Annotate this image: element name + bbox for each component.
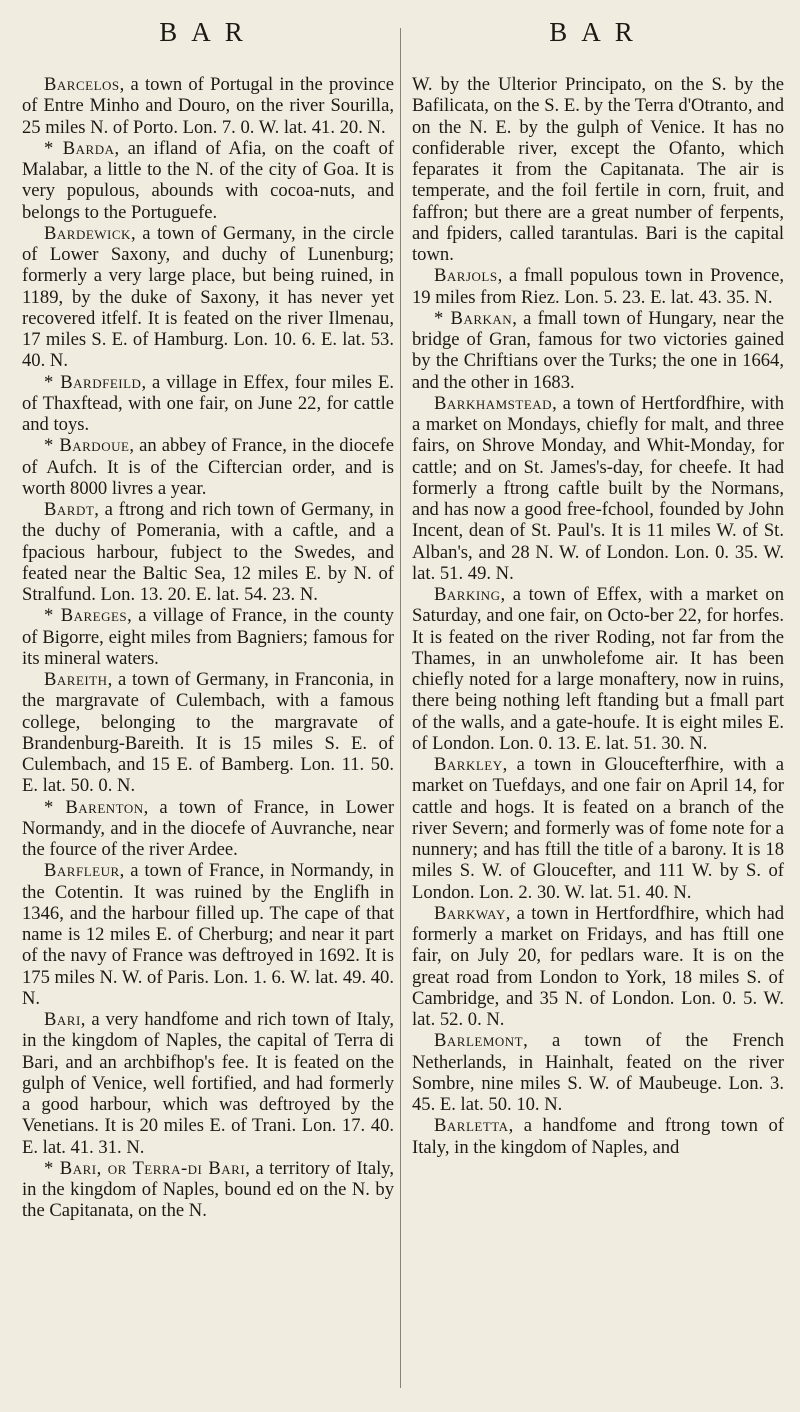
entry-bareith bbox=[22, 669, 394, 797]
entry-text: , a town of Hertfordfhire, with a market on Mondays, chiefly for malt, and three fairs, on Shrove Monday, and Whit-Monday, for cattle; and on St. James's-day, for cheefe. It had formerly a ftrong caftle built by the Normans, and has now a good free-fchool, founded by John Incent, dean of St. Paul's. It is 11 miles W. of St. Alban's, and 28 N. W. of London. Lon. 0. 35. W. lat. 51. 49. N. bbox=[412, 392, 784, 584]
entry-text: , a village of France, in the county of Bigorre, eight miles from Bagniers; famous for its mineral waters. bbox=[22, 605, 394, 669]
headword: Bareith bbox=[44, 669, 108, 690]
headword: * Barda bbox=[44, 137, 115, 159]
right-column bbox=[412, 0, 784, 1158]
entry-bardewick bbox=[22, 223, 394, 372]
entry-bareges bbox=[22, 605, 394, 669]
entry-text: , a town of Portugal in the province of Entre Minho and Douro, on the river Sourilla, 25 miles N. of Porto. Lon. 7. 0. W. lat. 41. 20. N. bbox=[22, 74, 394, 138]
headword: * Barkan bbox=[434, 307, 513, 329]
entry-barkway bbox=[412, 903, 784, 1031]
headword: Bardt bbox=[44, 499, 95, 520]
entry-text: , a town in Hertfordfhire, which had formerly a market on Fridays, and has ftill one fair, on July 20, for pedlars ware. It is on the great road from London to York, 18 miles S. of Cambridge, and 35 N. of London. Lon. 0. 5. W. lat. 52. 0. N. bbox=[412, 902, 784, 1030]
headword: Barkway bbox=[434, 902, 506, 924]
entry-barda bbox=[22, 138, 394, 223]
entry-barking bbox=[412, 584, 784, 754]
entry-text: , a town of France, in Lower Normandy, and in the diocefe of Auvranche, near the fource of the river Ardee. bbox=[22, 796, 395, 860]
column-divider bbox=[400, 28, 401, 1388]
entry-bari bbox=[22, 1009, 394, 1158]
entry-text: , a fmall town of Hungary, near the bridge of Gran, famous for two victories gained by the Chriftians over the Turks; the one in 1664, and the other in 1683. bbox=[412, 307, 784, 393]
entry-terra-di-bari-continued bbox=[412, 74, 784, 265]
headword: Bari bbox=[44, 1009, 81, 1030]
entry-barkan bbox=[412, 308, 784, 393]
entry-barkley bbox=[412, 754, 784, 903]
entry-barletta bbox=[412, 1115, 784, 1158]
entry-text: , a town of Germany, in the circle of Lower Saxony, and duchy of Lunenburg; formerly a very large place, but being ruined, in 1189, by the duke of Saxony, it has never yet recovered itfelf. It is feated on the river Ilmenau, 17 miles S. E. of Hamburg. Lon. 10. 6. E. lat. 53. 40. N. bbox=[22, 222, 394, 372]
entry-barcelos bbox=[22, 74, 394, 138]
entry-barenton bbox=[22, 797, 394, 861]
entry-bardoue bbox=[22, 435, 394, 499]
headword: * Bardoue bbox=[44, 435, 130, 457]
entry-text: , a town of Effex, with a market on Saturday, and one fair, on Octo-ber 22, for horfes. It is feated on the river Roding, not far from the Thames, in an unwholefome air. It has been chiefly noted for a large monaftery, now in ruins, there being nothing left ftanding but a fmall part of the walls, and a gate-houfe. It is eight miles E. of London. Lon. 0. 13. E. lat. 51. 30. N. bbox=[412, 584, 784, 754]
headword: * Barenton bbox=[44, 796, 144, 818]
entry-barkhamstead bbox=[412, 393, 784, 584]
headword: Barfleur bbox=[44, 860, 120, 882]
entry-text: , a fmall populous town in Provence, 19 miles from Riez. Lon. 5. 23. E. lat. 43. 35. N. bbox=[412, 265, 784, 308]
headword: Barking bbox=[434, 584, 501, 605]
entry-text: W. by the Ulterior Principato, on the S. by the Bafilicata, on the S. E. by the Terra d'Otranto, and on the N. E. by the gulph of Venice. It has no confiderable river, except the Ofanto, which feparates it from the Capitanata. The air is temperate, and the foil fertile in corn, fruit, and faffron; but there are a great number of ferpents, and fpiders, called tarantulas. Bari is the capital town. bbox=[412, 74, 784, 265]
entry-text: , a very handfome and rich town of Italy, in the kingdom of Naples, the capital of Terra di Bari, and an archbifhop's fee. It is feated on the gulph of Venice, well fortified, and had formerly a good harbour, which was deftroyed by the Venetians. It is 20 miles E. of Trani. Lon. 17. 40. E. lat. 41. 31. N. bbox=[22, 1009, 394, 1158]
entry-barlemont bbox=[412, 1030, 784, 1115]
entry-text: , a ftrong and rich town of Germany, in the duchy of Pomerania, with a caftle, and a fpacious harbour, fubject to the Swedes, and feated near the Baltic Sea, 12 miles E. by N. of Stralfund. Lon. 13. 20. E. lat. 54. 23. N. bbox=[22, 499, 394, 605]
entry-text: , an abbey of France, in the diocefe of Aufch. It is of the Ciftercian order, and is worth 8000 livres a year. bbox=[22, 435, 394, 499]
left-column bbox=[22, 0, 394, 1222]
entry-barjols bbox=[412, 265, 784, 308]
entry-bardfeild bbox=[22, 372, 394, 436]
entry-text: , a handfome and ftrong town of Italy, in the kingdom of Naples, and bbox=[412, 1115, 784, 1158]
headword: Barjols bbox=[434, 265, 498, 287]
entry-text: , a town of Germany, in Franconia, in the margravate of Culembach, with a famous college, belonging to the margravate of Brandenburg-Bareith. It is 15 miles S. E. of Culembach, and 15 E. of Bamberg. Lon. 11. 50. E. lat. 50. 0. N. bbox=[22, 669, 394, 797]
left-running-header: BAR bbox=[159, 17, 257, 47]
entry-text: , a town of the French Netherlands, in Hainhalt, feated on the river Sombre, nine miles S. W. of Maubeuge. Lon. 3. 45. E. lat. 50. 10. N. bbox=[412, 1030, 784, 1115]
headword: * Bardfeild bbox=[44, 371, 142, 393]
headword: Bardewick bbox=[44, 222, 131, 244]
headword: Barletta bbox=[434, 1115, 509, 1137]
headword: Barkley bbox=[434, 754, 503, 775]
entry-barfleur bbox=[22, 860, 394, 1009]
entry-bardt bbox=[22, 499, 394, 605]
headword: * Bari, or Terra-di Bari bbox=[44, 1157, 246, 1179]
headword: Barkhamstead bbox=[434, 392, 553, 414]
entry-terra-di-bari bbox=[22, 1158, 394, 1222]
entry-text: , a territory of Italy, in the kingdom of Naples, bound ed on the N. by the Capitanata, on the N. bbox=[22, 1157, 395, 1222]
headword: * Bareges bbox=[44, 605, 128, 627]
entry-text: , a town of France, in Normandy, in the Cotentin. It was ruined by the Englifh in 1346, and the harbour filled up. The cape of that name is 12 miles E. of Cherburg; and near it part of the navy of France was deftroyed in 1692. It is 175 miles N. W. of Paris. Lon. 1. 6. W. lat. 49. 40. N. bbox=[22, 860, 394, 1009]
entry-text: , a village in Effex, four miles E. of Thaxftead, with one fair, on June 22, for cattle and toys. bbox=[22, 371, 394, 435]
right-running-header: BAR bbox=[549, 17, 647, 47]
headword: Barcelos bbox=[44, 74, 120, 95]
entry-text: , a town in Gloucefterfhire, with a market on Tuefdays, and one fair on April 14, for cattle and hogs. It is feated on a branch of the river Severn; and formerly was of fome note for a nunnery; and has ftill the title of a barony. It is 18 miles S. W. of Gloucefter, and 111 W. by S. of London. Lon. 2. 30. W. lat. 51. 40. N. bbox=[412, 754, 784, 903]
headword: Barlemont bbox=[434, 1030, 524, 1052]
entry-text: , an ifland of Afia, on the coaft of Malabar, a little to the N. of the city of Goa. It is very populous, abounds with cocoa-nuts, and belongs to the Portuguefe. bbox=[22, 137, 394, 223]
